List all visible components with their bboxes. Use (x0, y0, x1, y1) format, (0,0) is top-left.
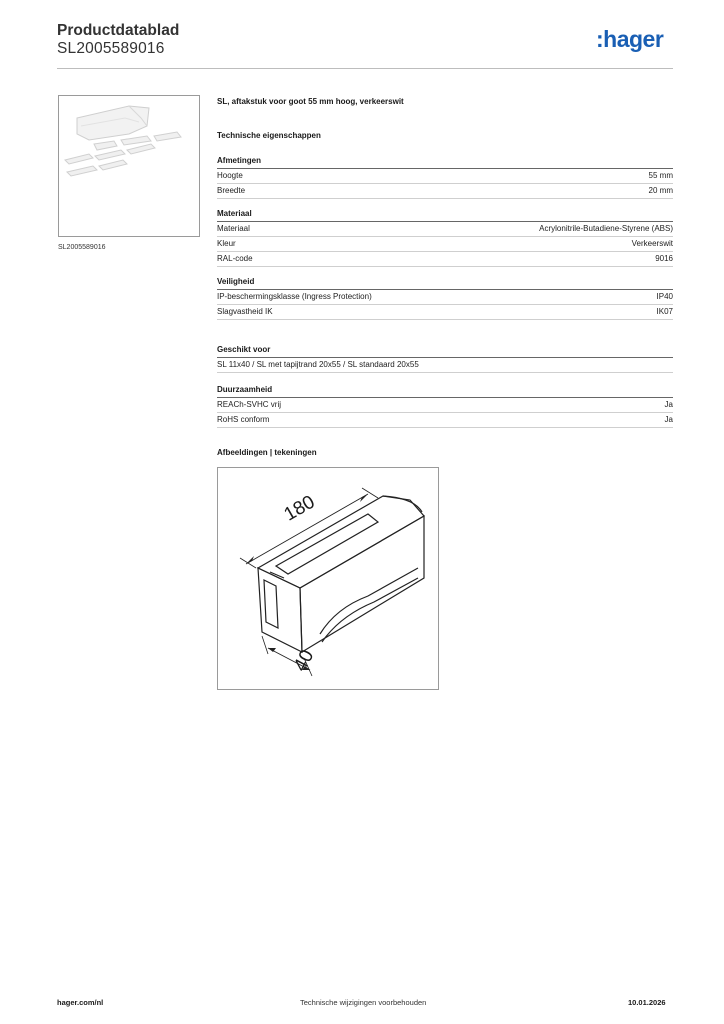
technical-drawing (217, 467, 439, 690)
spec-value: Acrylonitrile-Butadiene-Styrene (ABS) (539, 224, 673, 233)
logo-mark: : (596, 26, 604, 52)
spec-row (217, 184, 673, 199)
spec-value: IK07 (656, 307, 673, 316)
product-photo-illustration (59, 96, 199, 236)
spec-value: 55 mm (648, 171, 673, 180)
spec-row (217, 305, 673, 320)
spec-row (217, 398, 673, 413)
spec-value: IP40 (656, 292, 673, 301)
spec-label: RAL-code (217, 254, 253, 263)
spec-value: 20 mm (648, 186, 673, 195)
page-title: Productdatablad (57, 22, 180, 39)
spec-row (217, 252, 673, 267)
section-geschikt-voor: Geschikt voor (217, 344, 673, 358)
technical-drawing-svg (218, 468, 438, 689)
spec-value: Verkeerswit (631, 239, 673, 248)
footer-website-link[interactable]: hager.com/nl (57, 998, 104, 1007)
spec-row (217, 358, 673, 373)
spec-row (217, 413, 673, 428)
hager-logo[interactable] (596, 26, 663, 53)
section-afbeeldingen: Afbeeldingen | tekeningen (217, 448, 317, 457)
spec-row (217, 290, 673, 305)
section-materiaal: Materiaal (217, 208, 673, 222)
spec-row (217, 169, 673, 184)
image-caption: SL2005589016 (58, 244, 106, 251)
spec-label: Kleur (217, 239, 236, 248)
spec-value: Ja (664, 415, 673, 424)
spec-label: Hoogte (217, 171, 243, 180)
spec-label: RoHS conform (217, 415, 270, 424)
header-divider (57, 68, 673, 69)
spec-row (217, 237, 673, 252)
logo-text: hager (603, 26, 664, 52)
section-afmetingen: Afmetingen (217, 155, 673, 169)
dimension-length: 180 (280, 491, 319, 526)
footer-notice: Technische wijzigingen voorbehouden (300, 998, 427, 1007)
product-image (58, 95, 200, 237)
spec-value: Ja (664, 400, 673, 409)
spec-value: 9016 (655, 254, 673, 263)
tech-heading: Technische eigenschappen (217, 131, 321, 140)
spec-label: SL 11x40 / SL met tapijtrand 20x55 / SL standaard 20x55 (217, 360, 419, 369)
spec-label: REACh-SVHC vrij (217, 400, 282, 409)
spec-label: Breedte (217, 186, 246, 195)
dimension-width: 40 (289, 646, 319, 676)
spec-row (217, 222, 673, 237)
footer-date: 10.01.2026 (628, 998, 666, 1007)
spec-label: Materiaal (217, 224, 250, 233)
spec-label: Slagvastheid IK (217, 307, 273, 316)
spec-label: IP-beschermingsklasse (Ingress Protection) (217, 292, 372, 301)
product-description: SL, aftakstuk voor goot 55 mm hoog, verkeerswit (217, 97, 404, 106)
section-duurzaamheid: Duurzaamheid (217, 384, 673, 398)
product-code: SL2005589016 (57, 40, 165, 57)
section-veiligheid: Veiligheid (217, 276, 673, 290)
